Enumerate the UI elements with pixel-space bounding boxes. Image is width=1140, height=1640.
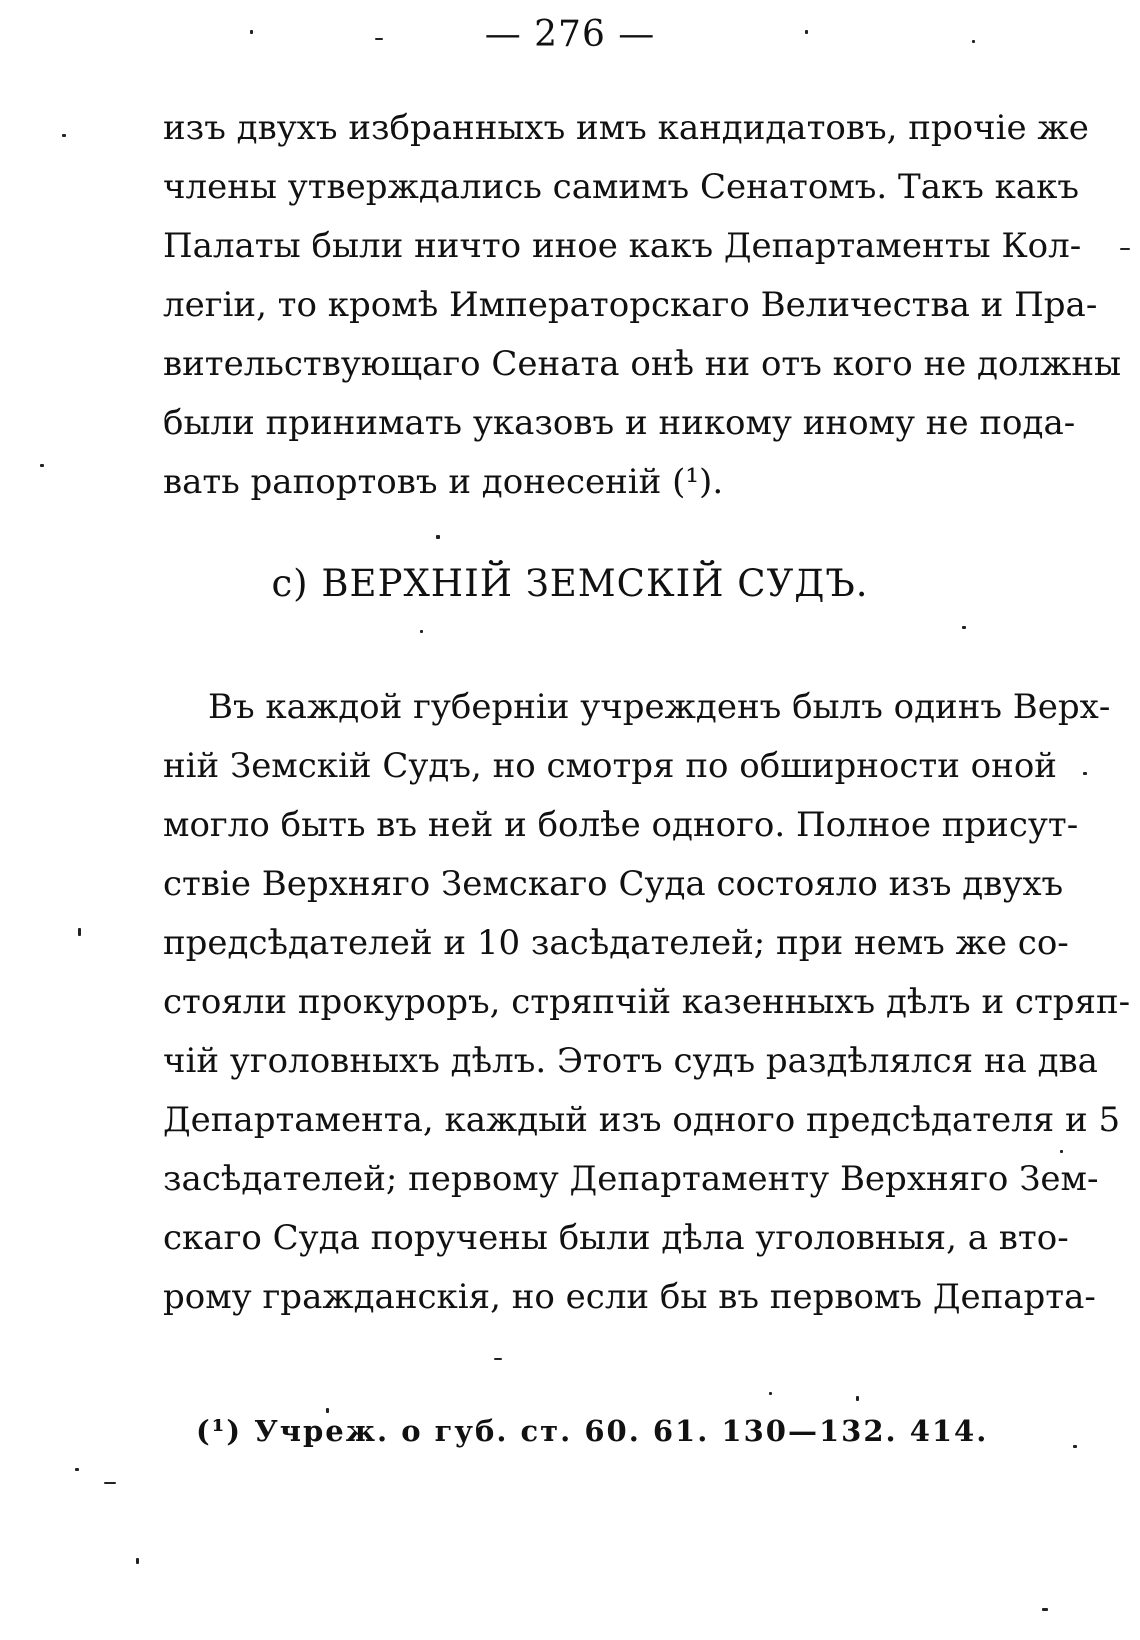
scan-speck	[40, 464, 44, 467]
scan-speck	[962, 626, 966, 629]
text-line: Палаты были ничто иное какъ Департаменты Кол-	[163, 226, 1082, 266]
scan-speck	[436, 535, 440, 539]
text-line: вительствующаго Сената онѣ ни отъ кого не должны	[163, 344, 1122, 384]
paragraph-senate-chambers	[163, 99, 1122, 512]
scan-speck	[78, 928, 81, 936]
scan-speck	[1073, 1445, 1077, 1448]
text-line: Департамента, каждый изъ одного предсѣдателя и 5	[163, 1100, 1121, 1140]
text-line: засѣдателей; первому Департаменту Верхняго Зем-	[163, 1159, 1099, 1199]
scan-speck	[1083, 772, 1087, 775]
scan-speck	[805, 30, 808, 34]
scan-speck	[856, 1396, 859, 1401]
scan-speck	[1120, 248, 1130, 250]
scan-speck	[494, 1358, 502, 1360]
text-line: предсѣдателей и 10 засѣдателей; при немъ же со-	[163, 923, 1069, 963]
scan-speck	[1042, 1608, 1048, 1611]
text-line: скаго Суда поручены были дѣла уголовныя, а вто-	[163, 1218, 1069, 1258]
text-line: были принимать указовъ и никому иному не пода-	[163, 403, 1076, 443]
text-line: вать рапортовъ и донесеній (¹).	[163, 462, 724, 502]
scan-speck	[420, 630, 423, 633]
scan-speck	[136, 1558, 139, 1564]
scan-speck	[972, 40, 975, 43]
text-line: ній Земскій Судъ, но смотря по обширности оной	[163, 746, 1057, 786]
scan-speck	[62, 134, 66, 137]
footnote: (¹) Учреж. о губ. ст. 60. 61. 130—132. 414.	[196, 1414, 989, 1448]
text-line: Въ каждой губерніи учрежденъ былъ одинъ Верх-	[208, 687, 1111, 727]
text-line: стояли прокуроръ, стряпчій казенныхъ дѣлъ и стряп-	[163, 982, 1131, 1022]
text-line: ствіе Верхняго Земскаго Суда состояло изъ двухъ	[163, 864, 1064, 904]
scan-speck	[375, 38, 383, 40]
paragraph-upper-land-court	[163, 678, 1131, 1327]
scan-speck	[250, 30, 253, 34]
text-line: легіи, то кромѣ Императорскаго Величества и Пра-	[163, 285, 1098, 325]
scan-speck	[1060, 1150, 1063, 1153]
text-line: члены утверждались самимъ Сенатомъ. Такъ какъ	[163, 167, 1080, 207]
page-number: — 276 —	[484, 14, 656, 55]
text-line: рому гражданскія, но если бы въ первомъ Департа-	[163, 1277, 1096, 1317]
scan-speck	[326, 1408, 329, 1413]
text-line: могло быть въ ней и болѣе одного. Полное присут-	[163, 805, 1079, 845]
scan-speck	[769, 1392, 772, 1395]
scan-speck	[104, 1482, 116, 1484]
text-line: изъ двухъ избранныхъ имъ кандидатовъ, прочіе же	[163, 108, 1089, 148]
text-line: чій уголовныхъ дѣлъ. Этотъ судъ раздѣлялся на два	[163, 1041, 1098, 1081]
scan-speck	[75, 1468, 79, 1471]
section-heading: c) ВЕРХНІЙ ЗЕМСКІЙ СУДЪ.	[271, 562, 869, 605]
